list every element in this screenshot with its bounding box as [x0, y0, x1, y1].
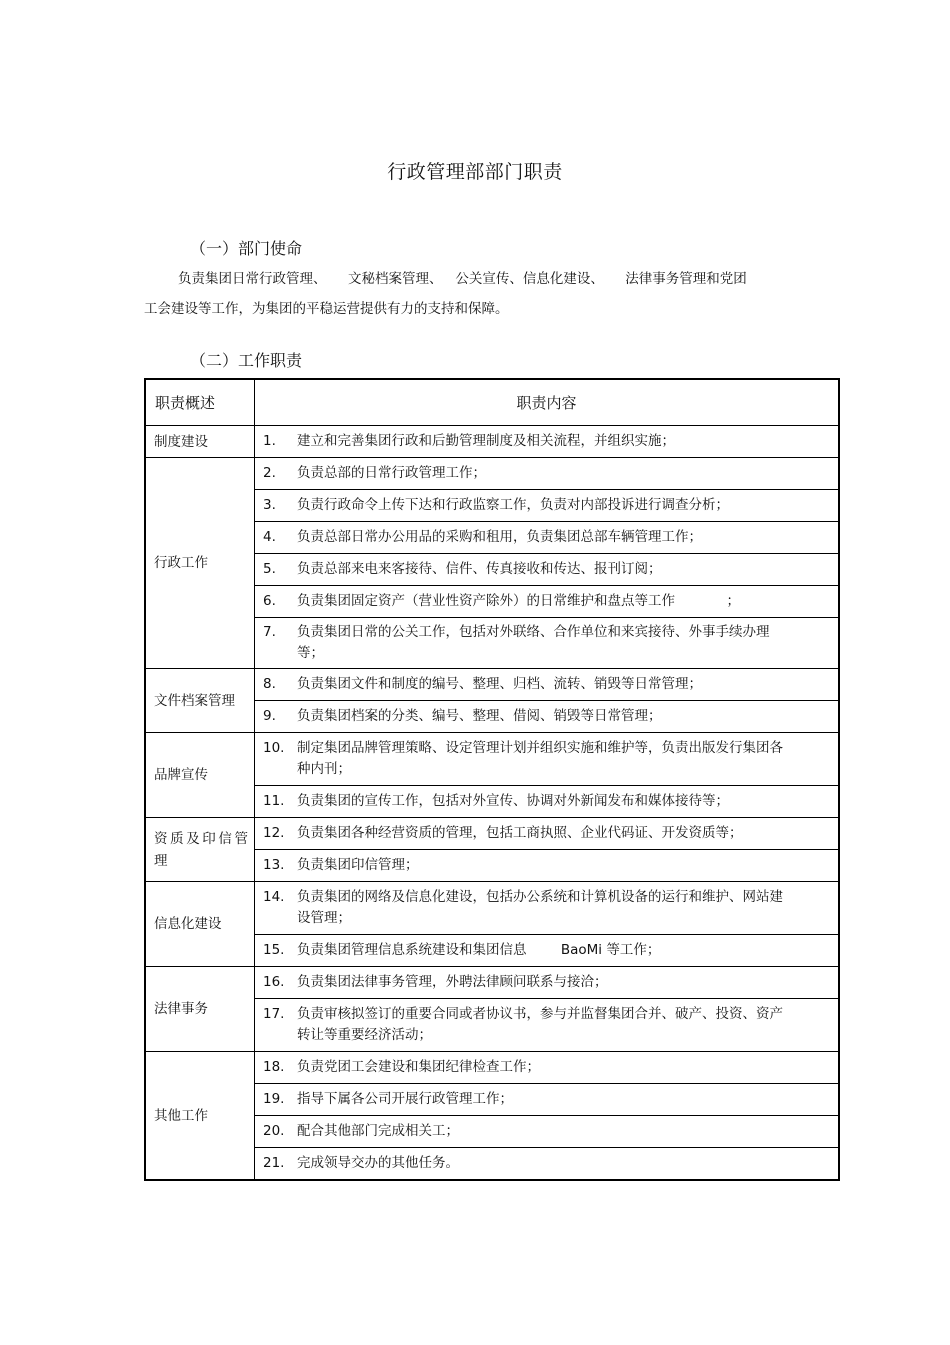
- duty-number: 17.: [263, 1006, 285, 1022]
- duty-cell: [255, 882, 840, 935]
- duty-cell: [255, 786, 840, 818]
- header-content: 职责内容: [255, 379, 840, 426]
- duty-text: 负责集团印信管理；: [297, 857, 419, 873]
- duty-number: 4.: [263, 529, 276, 545]
- section-duties-heading: （二）工作职责: [190, 351, 303, 370]
- duty-text: 负责审核拟签订的重要合同或者协议书，参与并监督集团合并、破产、投资、资产转让等重要经济活动；: [297, 1006, 783, 1043]
- category-cell: 制度建设: [145, 426, 255, 458]
- duty-number: 20.: [263, 1123, 285, 1139]
- duty-text: 负责集团档案的分类、编号、整理、借阅、销毁等日常管理；: [297, 708, 662, 724]
- duty-text: 负责集团法律事务管理，外聘法律顾问联系与接洽；: [297, 974, 608, 990]
- duty-cell: [255, 818, 840, 850]
- category-cell: 其他工作: [145, 1052, 255, 1181]
- duty-text: 负责集团日常的公关工作，包括对外联络、合作单位和来宾接待、外事手续办理等；: [297, 624, 770, 661]
- duty-number: 21.: [263, 1155, 285, 1171]
- duty-text: 负责集团固定资产（营业性资产除外）的日常维护和盘点等工作 ；: [297, 593, 740, 609]
- mission-text-line1: 负责集团日常行政管理、 文秘档案管理、 公关宣传、信息化建设、 法律事务管理和党团: [178, 271, 747, 287]
- duty-number: 18.: [263, 1059, 285, 1075]
- duties-table: [144, 378, 840, 1181]
- duty-number: 3.: [263, 497, 276, 513]
- duty-cell: [255, 1148, 840, 1181]
- duty-number: 12.: [263, 825, 285, 841]
- duty-cell: [255, 426, 840, 458]
- duty-text: 负责总部的日常行政管理工作；: [297, 465, 486, 481]
- table-row: [145, 967, 839, 999]
- duty-text: 负责集团管理信息系统建设和集团信息 BaoMi 等工作；: [297, 942, 661, 958]
- duty-cell: [255, 586, 840, 618]
- table-row: [145, 458, 839, 490]
- category-cell: 法律事务: [145, 967, 255, 1052]
- table-row: [145, 733, 839, 786]
- category-cell: 文件档案管理: [145, 669, 255, 733]
- header-overview: 职责概述: [145, 379, 255, 426]
- duty-text: 负责集团的宣传工作，包括对外宣传、协调对外新闻发布和媒体接待等；: [297, 793, 729, 809]
- duty-text: 负责集团的网络及信息化建设，包括办公系统和计算机设备的运行和维护、网站建设管理；: [297, 889, 783, 926]
- table-row: [145, 818, 839, 850]
- duty-text: 负责集团各种经营资质的管理，包括工商执照、企业代码证、开发资质等；: [297, 825, 743, 841]
- duty-text: 完成领导交办的其他任务。: [297, 1155, 459, 1171]
- duty-number: 9.: [263, 708, 276, 724]
- duty-cell: [255, 1116, 840, 1148]
- duty-cell: [255, 522, 840, 554]
- duty-cell: [255, 1084, 840, 1116]
- duties-table-body: [145, 426, 839, 1181]
- duty-cell: [255, 850, 840, 882]
- section-mission-heading: （一）部门使命: [190, 239, 303, 258]
- table-row: [145, 669, 839, 701]
- mission-text-line2: 工会建设等工作，为集团的平稳运营提供有力的支持和保障。: [144, 301, 509, 317]
- page-title: 行政管理部部门职责: [387, 161, 563, 183]
- category-cell: 品牌宣传: [145, 733, 255, 818]
- duty-number: 1.: [263, 433, 276, 449]
- duty-number: 15.: [263, 942, 285, 958]
- table-row: [145, 882, 839, 935]
- table-row: [145, 426, 839, 458]
- table-header-row: [145, 379, 839, 426]
- category-cell: 资质及印信管理: [145, 818, 255, 882]
- duty-number: 13.: [263, 857, 285, 873]
- duty-text: 指导下属各公司开展行政管理工作；: [297, 1091, 513, 1107]
- duty-cell: [255, 733, 840, 786]
- duty-number: 7.: [263, 624, 276, 640]
- duty-cell: [255, 701, 840, 733]
- duty-cell: [255, 669, 840, 701]
- duty-text: 配合其他部门完成相关工；: [297, 1123, 459, 1139]
- duty-number: 8.: [263, 676, 276, 692]
- duty-cell: [255, 1052, 840, 1084]
- duty-text: 负责集团文件和制度的编号、整理、归档、流转、销毁等日常管理；: [297, 676, 702, 692]
- duty-cell: [255, 999, 840, 1052]
- duty-number: 6.: [263, 593, 276, 609]
- duty-cell: [255, 458, 840, 490]
- duty-text: 负责总部日常办公用品的采购和租用，负责集团总部车辆管理工作；: [297, 529, 702, 545]
- duty-number: 19.: [263, 1091, 285, 1107]
- duty-text: 建立和完善集团行政和后勤管理制度及相关流程，并组织实施；: [297, 433, 675, 449]
- duty-text: 负责党团工会建设和集团纪律检查工作；: [297, 1059, 540, 1075]
- duty-number: 14.: [263, 889, 285, 905]
- duty-cell: [255, 554, 840, 586]
- category-cell: 信息化建设: [145, 882, 255, 967]
- duty-text: 负责行政命令上传下达和行政监察工作，负责对内部投诉进行调查分析；: [297, 497, 729, 513]
- duty-number: 5.: [263, 561, 276, 577]
- duty-text: 负责总部来电来客接待、信件、传真接收和传达、报刊订阅；: [297, 561, 662, 577]
- table-row: [145, 1052, 839, 1084]
- duty-cell: [255, 490, 840, 522]
- category-cell: 行政工作: [145, 458, 255, 669]
- duty-cell: [255, 967, 840, 999]
- duty-number: 10.: [263, 740, 285, 756]
- duty-number: 11.: [263, 793, 285, 809]
- duty-number: 16.: [263, 974, 285, 990]
- duty-cell: [255, 618, 840, 669]
- duty-number: 2.: [263, 465, 276, 481]
- duty-text: 制定集团品牌管理策略、设定管理计划并组织实施和维护等，负责出版发行集团各种内刊；: [297, 740, 783, 777]
- duty-cell: [255, 935, 840, 967]
